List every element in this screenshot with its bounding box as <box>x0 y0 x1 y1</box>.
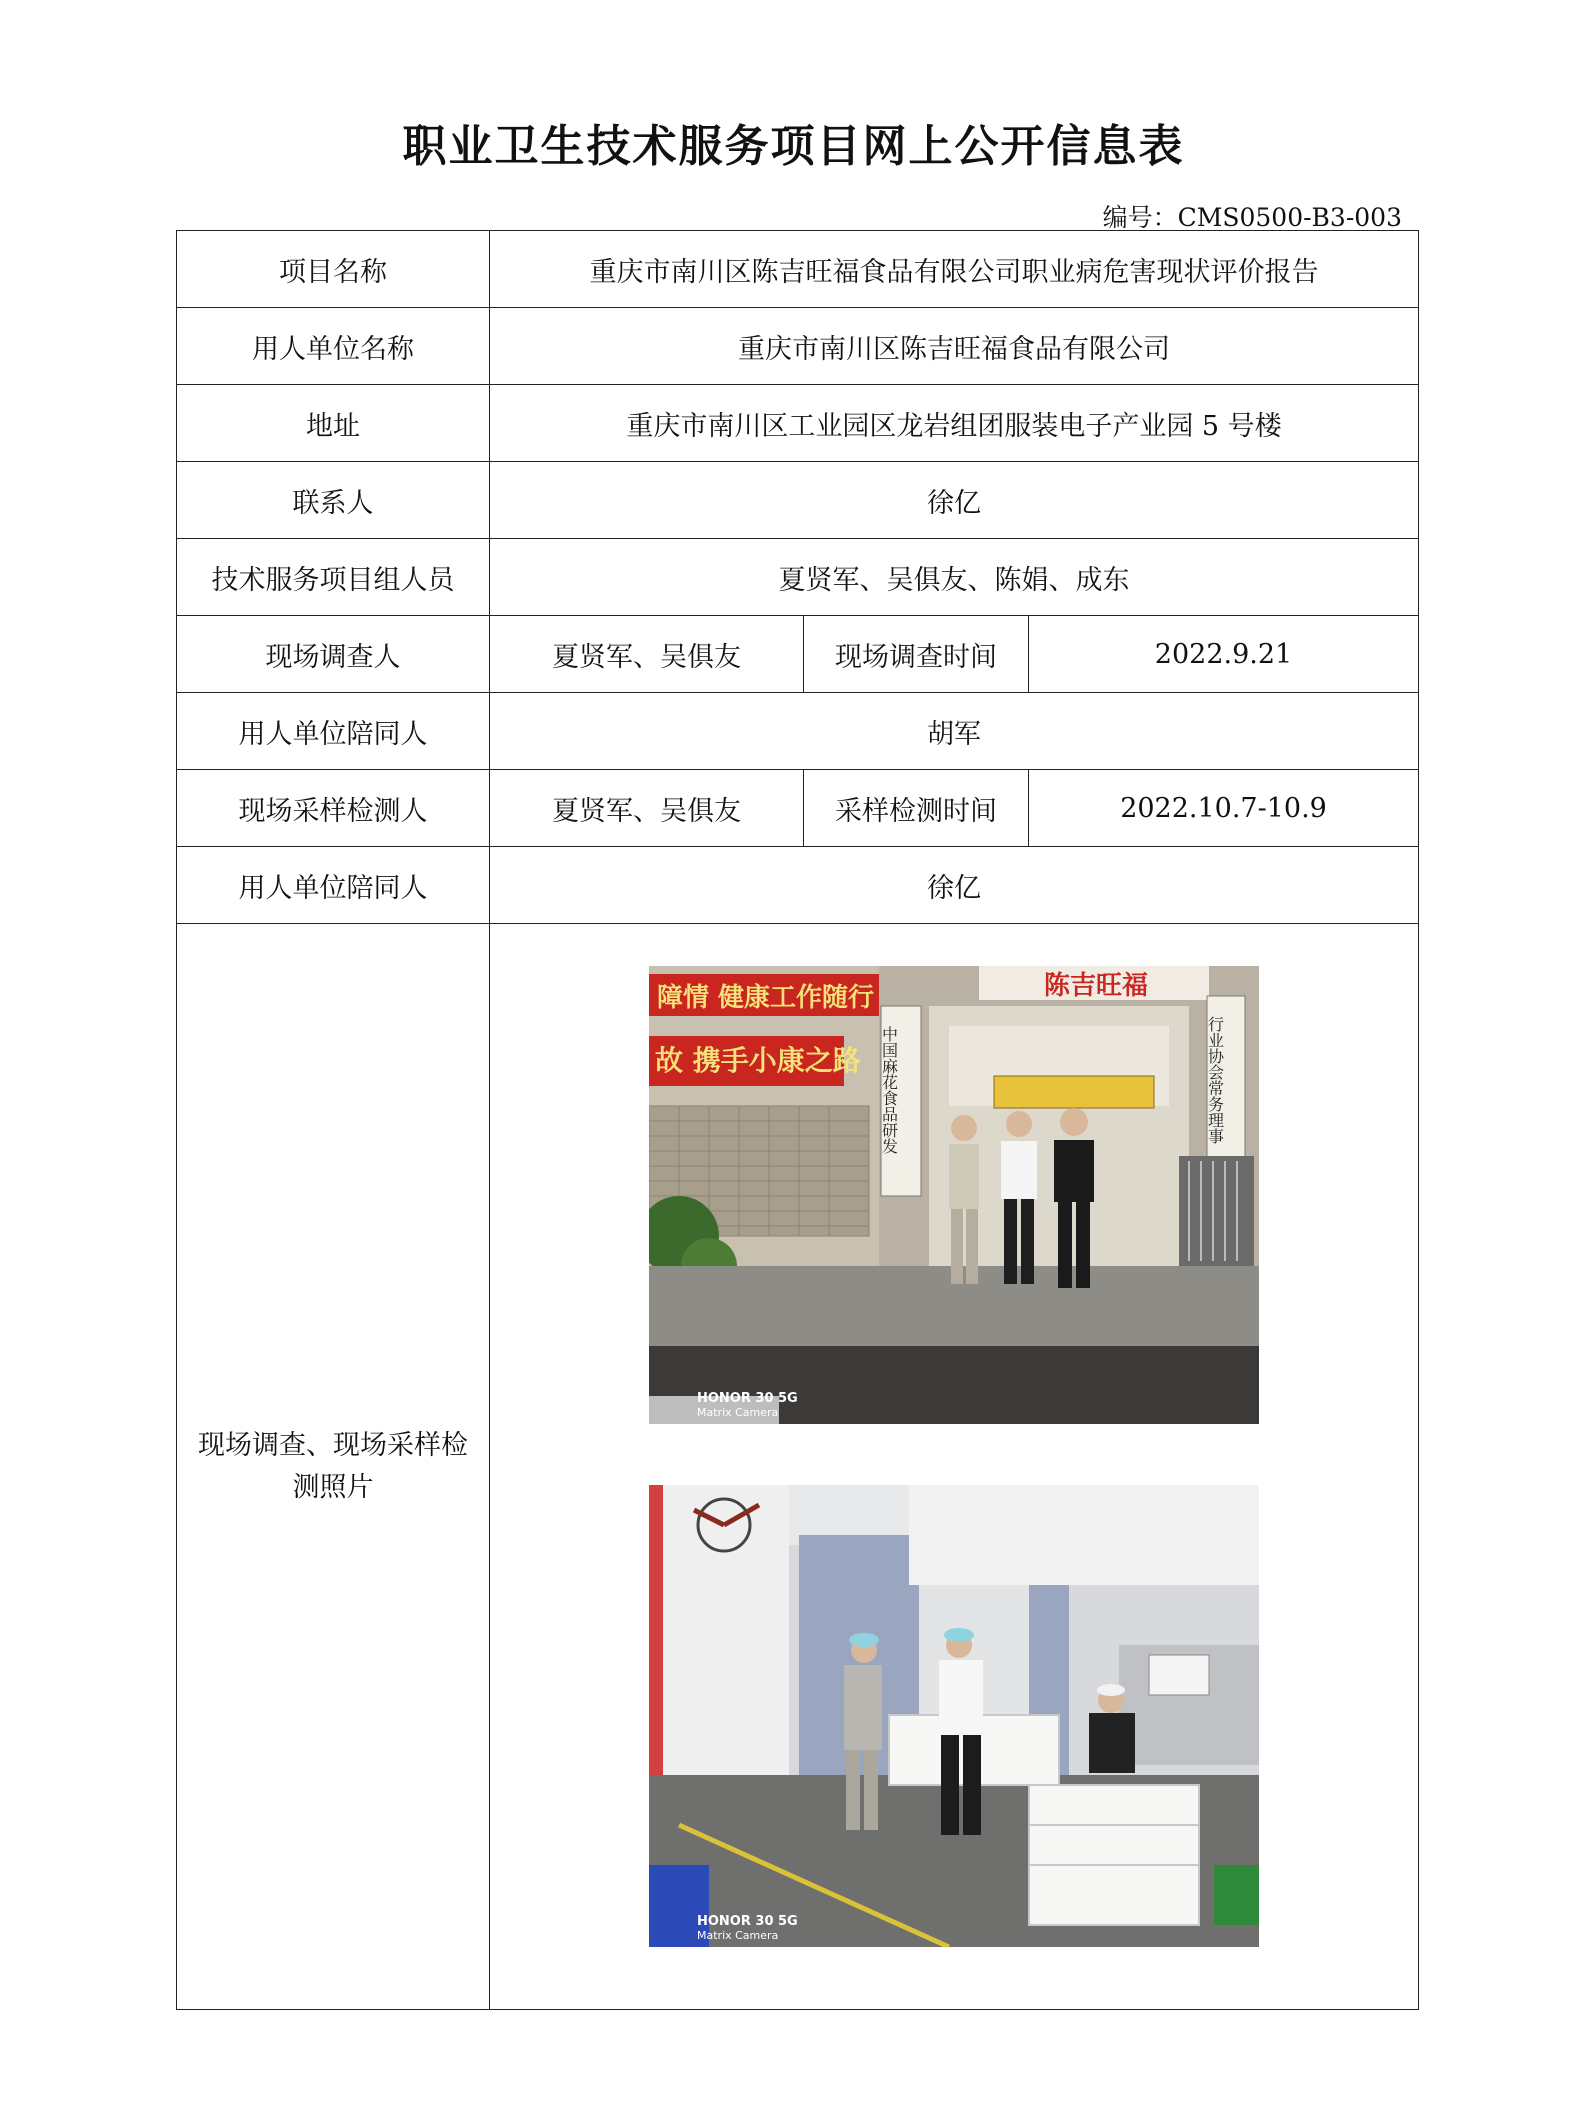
photo1-camera-watermark: HONOR 30 5G <box>697 1391 798 1406</box>
value-project-name: 重庆市南川区陈吉旺福食品有限公司职业病危害现状评价报告 <box>490 231 1419 308</box>
label-survey: 现场调查人 <box>177 616 490 693</box>
label-survey-escort: 用人单位陪同人 <box>177 693 490 770</box>
document-number: 编号：CMS0500-B3-003 <box>1102 203 1402 232</box>
label-photos: 现场调查、现场采样检测照片 <box>177 924 490 2010</box>
value-survey-escort: 胡军 <box>490 693 1419 770</box>
value-sampling-escort: 徐亿 <box>490 847 1419 924</box>
label-contact: 联系人 <box>177 462 490 539</box>
value-address: 重庆市南川区工业园区龙岩组团服装电子产业园 5 号楼 <box>490 385 1419 462</box>
row-sampling <box>177 770 1419 847</box>
photo1-vertical-sign-left: 中国麻花食品研发 <box>879 1026 899 1154</box>
label-address: 地址 <box>177 385 490 462</box>
photos-cell <box>490 924 1419 2010</box>
value-sampling: 夏贤军、吴俱友 <box>490 770 804 847</box>
row-team <box>177 539 1419 616</box>
row-employer-name <box>177 308 1419 385</box>
photos-container <box>490 924 1418 2009</box>
photo1-vertical-sign-right: 行业协会常务理事 <box>1205 1016 1225 1144</box>
row-sampling-escort <box>177 847 1419 924</box>
photo1-banner-top: 障情 健康工作随行 <box>657 983 875 1013</box>
label-sampling: 现场采样检测人 <box>177 770 490 847</box>
row-contact <box>177 462 1419 539</box>
value-survey-time: 2022.9.21 <box>1029 616 1419 693</box>
row-project-name <box>177 231 1419 308</box>
label-sampling-time: 采样检测时间 <box>804 770 1029 847</box>
survey-photo <box>649 966 1259 1424</box>
info-table <box>176 230 1419 2010</box>
value-sampling-time: 2022.10.7-10.9 <box>1029 770 1419 847</box>
page-title: 职业卫生技术服务项目网上公开信息表 <box>402 121 1185 172</box>
label-project-name: 项目名称 <box>177 231 490 308</box>
value-survey: 夏贤军、吴俱友 <box>490 616 804 693</box>
row-survey <box>177 616 1419 693</box>
photo1-camera-watermark-sub: Matrix Camera <box>697 1406 779 1419</box>
label-survey-time: 现场调查时间 <box>804 616 1029 693</box>
row-photos <box>177 924 1419 2010</box>
sampling-photo <box>649 1485 1259 1947</box>
row-address <box>177 385 1419 462</box>
row-survey-escort <box>177 693 1419 770</box>
value-team: 夏贤军、吴俱友、陈娟、成东 <box>490 539 1419 616</box>
photo1-banner-bottom: 故 携手小康之路 <box>655 1044 861 1077</box>
value-contact: 徐亿 <box>490 462 1419 539</box>
photo1-shop-sign: 陈吉旺福 <box>1044 971 1149 1001</box>
photo2-camera-watermark-sub: Matrix Camera <box>697 1929 779 1942</box>
photo2-camera-watermark: HONOR 30 5G <box>697 1914 798 1929</box>
label-team: 技术服务项目组人员 <box>177 539 490 616</box>
label-sampling-escort: 用人单位陪同人 <box>177 847 490 924</box>
label-employer-name: 用人单位名称 <box>177 308 490 385</box>
value-employer-name: 重庆市南川区陈吉旺福食品有限公司 <box>490 308 1419 385</box>
